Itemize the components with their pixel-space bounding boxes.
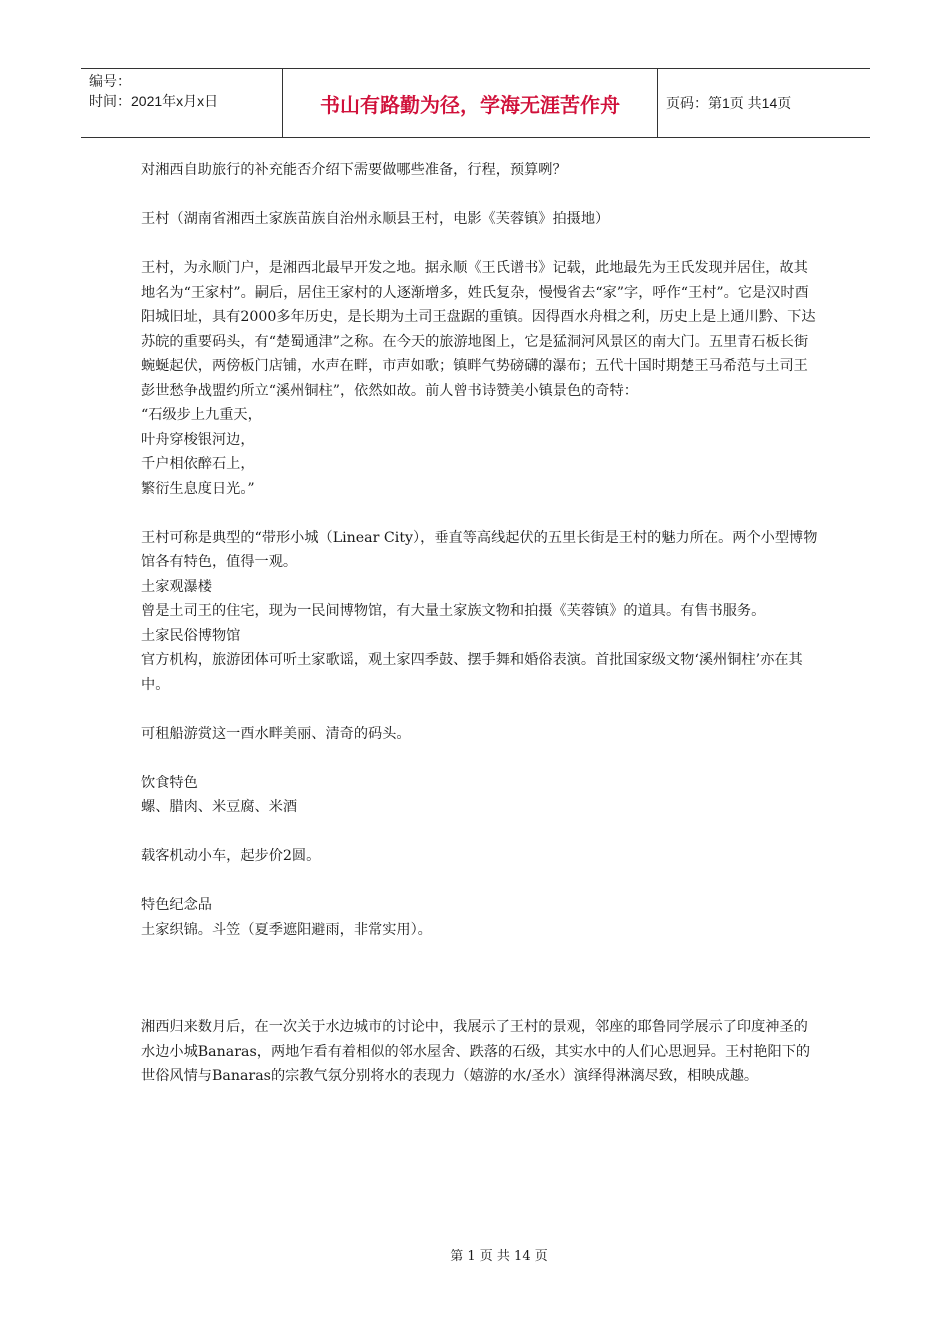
history-paragraph: 王村，为永顺门户，是湘西北最早开发之地。据永顺《王氏谱书》记载，此地最先为王氏发现并居住，故其地名为“王家村”。嗣后，居住王家村的人逐渐增多，姓氏复杂，慢慢省去“家”字，呼作“王村”。它是汉时酉阳城旧址，具有2000多年历史，是长期为土司王盘踞的重镇。因得酉水舟楫之利，历史上是上通川黔、下达苏皖的重要码头，有“楚蜀通津”之称。在今天的旅游地图上，它是猛洞河风景区的南大门。五里青石板长街蜿蜒起伏，两傍板门店铺，水声在畔，市声如歌；镇畔气势磅礴的瀑布；五代十国时期楚王马希范与土司王彭世愁争战盟约所立“溪州铜柱”，依然如故。前人曾书诗赞美小镇景色的奇特： xyxy=(141,260,816,399)
intro-question: 对湘西自助旅行的补充能否介绍下需要做哪些准备，行程，预算咧？ xyxy=(141,162,567,178)
souvenir-heading: 特色纪念品 xyxy=(141,897,212,913)
doc-time: 时间：2021年x月x日 xyxy=(89,93,219,109)
poem-line-4: 繁衍生息度日光。” xyxy=(141,480,255,497)
museum-2-text: 官方机构，旅游团体可听土家歌谣，观土家四季鼓、摆手舞和婚俗表演。首批国家级文物‘溪州铜柱’亦在其中。 xyxy=(141,652,803,693)
header-meta-cell xyxy=(81,69,283,137)
doc-number: 编号： xyxy=(89,73,131,89)
souvenir-text: 土家织锦。斗笠（夏季遮阳避雨，非常实用）。 xyxy=(141,921,432,938)
reflection-paragraph: 湘西归来数月后，在一次关于水边城市的讨论中，我展示了王村的景观，邻座的耶鲁同学展示了印度神圣的水边小城Banaras，两地乍看有着相似的邻水屋舍、跌落的石级，其实水中的人们心思迥异。王村艳阳下的世俗风情与Banaras的宗教气氛分别将水的表现力（嬉游的水/圣水）演绎得淋漓尽致，相映成趣。 xyxy=(141,1019,811,1084)
page-footer: 第 1 页 共 14 页 xyxy=(450,1249,548,1264)
museum-2-heading: 土家民俗博物馆 xyxy=(141,627,241,644)
transport-text: 载客机动小车，起步价2圆。 xyxy=(141,848,321,864)
food-heading: 饮食特色 xyxy=(141,774,198,791)
poem-line-3: 千户相依醉石上， xyxy=(141,456,255,472)
museum-1-text: 曾是土司王的住宅，现为一民间博物馆，有大量土家族文物和拍摄《芙蓉镇》的道具。有售书服务。 xyxy=(141,603,766,619)
header-motto: 书山有路勤为径，学海无涯苦作舟 xyxy=(283,69,658,137)
page-header xyxy=(81,68,870,138)
food-text: 螺、腊肉、米豆腐、米酒 xyxy=(141,799,298,815)
linear-city-paragraph: 王村可称是典型的“带形小城（Linear City），垂直等高线起伏的五里长街是王村的魅力所在。两个小型博物馆各有特色，值得一观。 xyxy=(141,529,818,570)
boat-tour-text: 可租船游赏这一酉水畔美丽、清奇的码头。 xyxy=(141,725,411,742)
document-body xyxy=(141,158,821,1089)
poem-line-2: 叶舟穿梭银河边， xyxy=(141,431,255,448)
poem-line-1: “石级步上九重天， xyxy=(141,407,262,423)
header-page-code: 页码：第1页 共14页 xyxy=(666,95,792,111)
museum-1-heading: 土家观瀑楼 xyxy=(141,578,212,595)
location-heading: 王村（湖南省湘西土家族苗族自治州永顺县王村，电影《芙蓉镇》拍摄地） xyxy=(141,211,610,227)
